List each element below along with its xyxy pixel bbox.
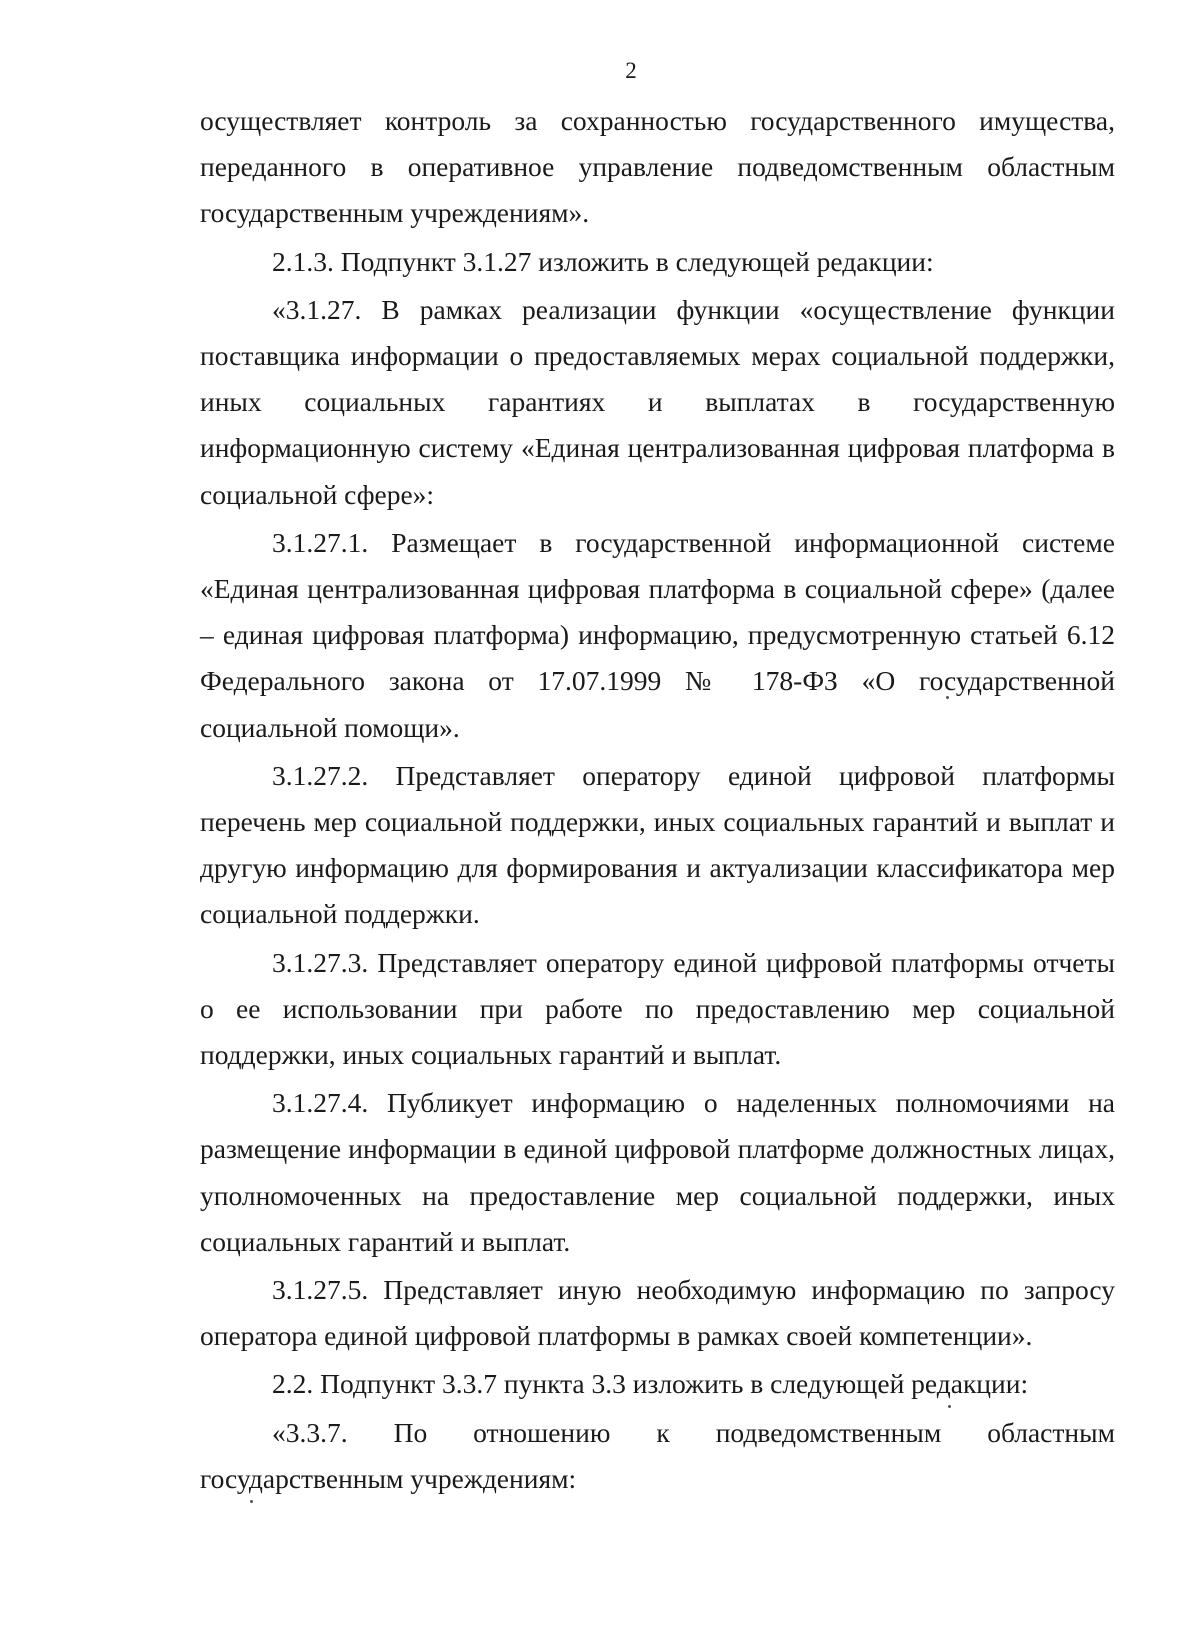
paragraph-3-1-27-4: 3.1.27.4. Публикует информацию о наделенных полномочиями на размещение информации в единой цифровой платформе должностных лицах, уполномоченных на предоставление мер социальной поддержки, иных социальных гарантий и выплат. xyxy=(200,1087,1115,1257)
paragraph-2-2: 2.2. Подпункт 3.3.7 пункта 3.3 изложить в следующей редакции: xyxy=(272,1368,1029,1400)
paragraph-2-1-3: 2.1.3. Подпункт 3.1.27 изложить в следующей редакции: xyxy=(272,245,934,277)
scan-speck xyxy=(948,1405,951,1408)
scan-speck xyxy=(946,696,949,699)
paragraph-continuation: осуществляет контроль за сохранностью государственного имущества, переданного в оперативное управление подведомственным областным государственным учреждениям». xyxy=(200,105,1115,229)
document-body xyxy=(200,98,1115,1502)
paragraph-3-1-27-5: 3.1.27.5. Представляет иную необходимую информацию по запросу оператора единой цифровой платформы в рамках своей компетенции». xyxy=(200,1274,1115,1352)
scan-speck xyxy=(250,1500,253,1503)
paragraph-3-1-27-3: 3.1.27.3. Представляет оператору единой цифровой платформы отчеты о ее использовании при работе по предоставлению мер социальной поддержки, иных социальных гарантий и выплат. xyxy=(200,946,1115,1071)
paragraph-3-1-27-1: 3.1.27.1. Размещает в государственной информационной системе «Единая централизованная цифровая платформа в социальной сфере» (далее – единая цифровая платформа) информацию, предусмотренную статьей 6.12 Федерального закона от 17.07.1999 № 178-ФЗ «О государственной социальной помощи». xyxy=(200,526,1115,743)
paragraph-3-3-7: «3.3.7. По отношению к подведомственным областным государственным учреждениям: xyxy=(200,1416,1115,1494)
page-number: 2 xyxy=(625,58,637,83)
paragraph-3-1-27: «3.1.27. В рамках реализации функции «осуществление функции поставщика информации о предоставляемых мерах социальной поддержки, иных социальных гарантиях и выплатах в государственную информационную систему «Единая централизованная цифровая платформа в социальной сфере»: xyxy=(200,293,1115,510)
paragraph-3-1-27-2: 3.1.27.2. Представляет оператору единой цифровой платформы перечень мер социальной поддержки, иных социальных гарантий и выплат и другую информацию для формирования и актуализации классификатора мер социальной поддержки. xyxy=(200,759,1115,930)
